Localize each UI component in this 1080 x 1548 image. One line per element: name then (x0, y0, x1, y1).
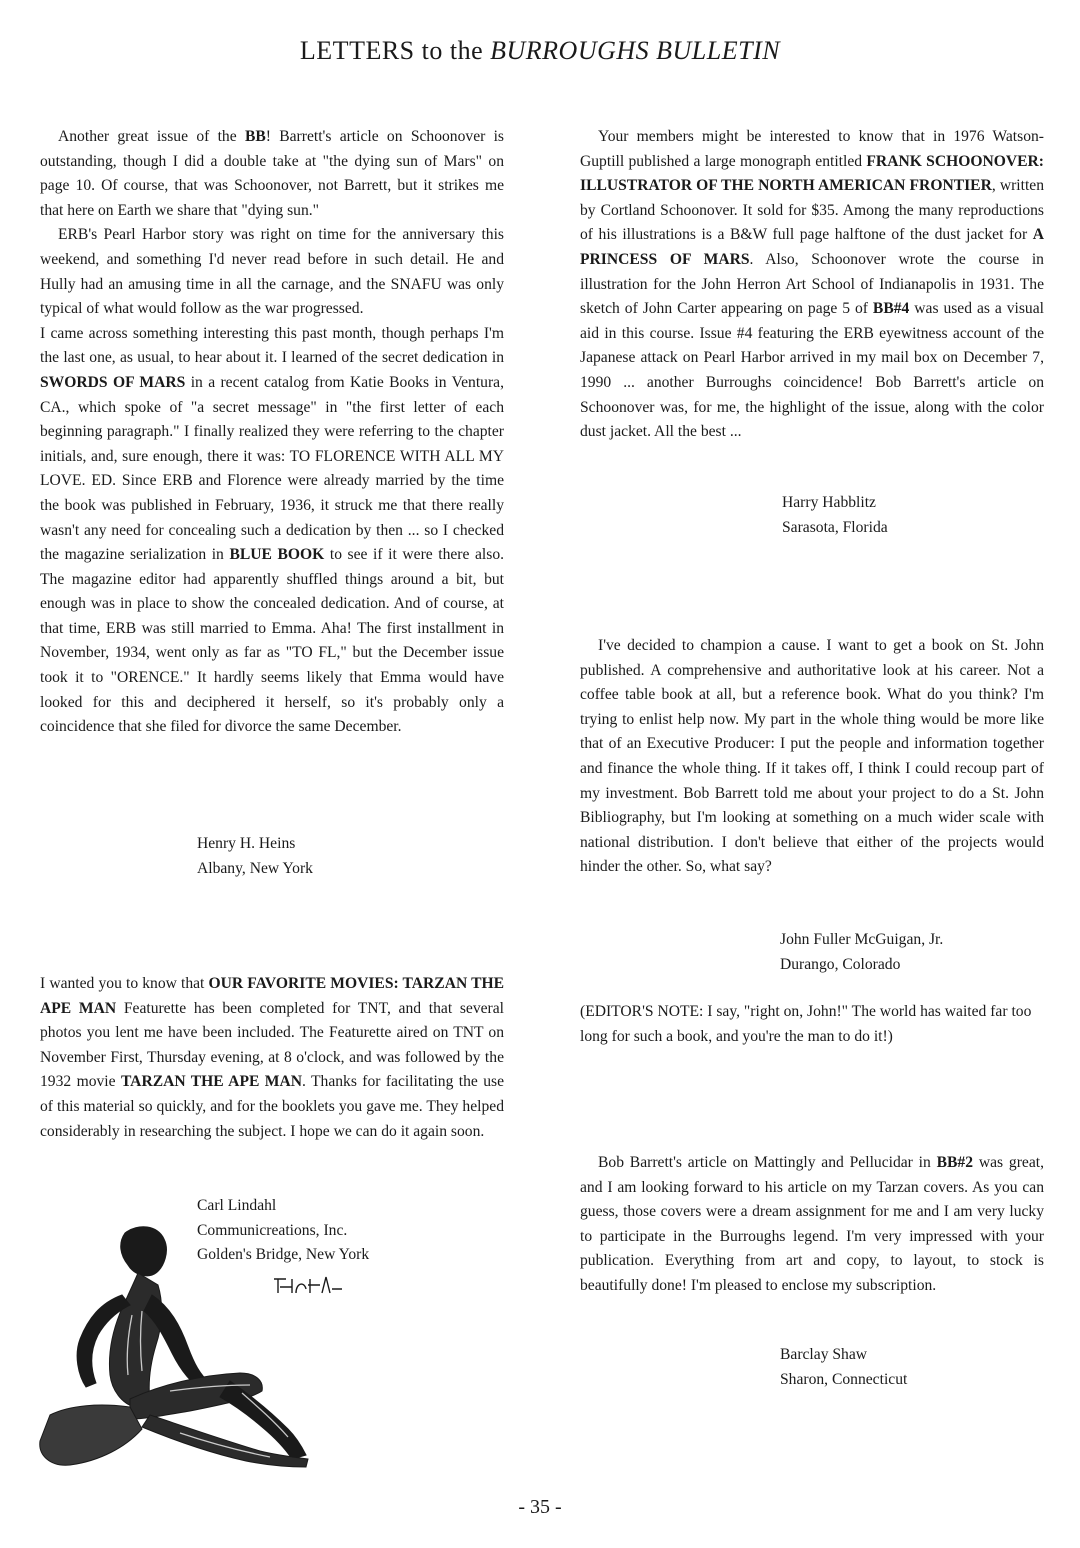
letter-paragraph: Your members might be interested to know that in 1976 Watson-Guptill published a large monograph entitled FRANK SCHOONOVER: ILLUSTRATOR OF THE NORTH AMERICAN FRONTIER, written by Cortland Schoonover. It sold for $35. Among the many reproductions of his illustrations is a B&W full page halftone of the dust jacket for A PRINCESS OF MARS. Also, Schoonover wrote the course in illustration for the John Herron Art School of Indianapolis in 1931. The sketch of John Carter appearing on page 5 of BB#4 was used as a visual aid in this course. Issue #4 featuring the ERB eyewitness account of the Japanese attack on Pearl Harbor arrived in my mail box on December 7, 1990 ... another Burroughs coincidence! Bob Barrett's article on Schoonover was, for me, the highlight of the issue, along with the color dust jacket. All the best ... (580, 128, 1045, 441)
tarzan-illustration (30, 1215, 370, 1475)
signature-location: Albany, New York (197, 859, 313, 877)
signature-company: Communicreations, Inc. (197, 1221, 348, 1239)
signature-location: Sarasota, Florida (782, 518, 888, 536)
page-number: - 35 - (518, 1496, 562, 1518)
title-prefix: LETTERS to the (299, 36, 484, 65)
letter-mcguigan (580, 634, 1044, 880)
signature-shaw (780, 1343, 907, 1392)
letter-paragraph: I came across something interesting this past month, though perhaps I'm the last one, as usual, to hear about it. I learned of the secret dedication in SWORDS OF MARS in a recent catalog from Katie Books in Ventura, CA., which spoke of "a secret message" in "the first letter of each beginning paragraph." I finally realized they were referring to the chapter initials, and, sure enough, there it was: TO FLORENCE WITH ALL MY LOVE. ED. Since ERB and Florence were already married by the time the book was published in February, 1936, it struck me that there really wasn't any need for concealing such a dedication by then ... so I checked the magazine serialization in BLUE BOOK to see if it were there also. The magazine editor had apparently shuffled things around a bit, but enough was in place to show the concealed dedication. And of course, at that time, ERB was still married to Emma. Aha! The first installment in November, 1934, went only as far as "TO FL," but the December issue took it to "ORENCE." It hardly seems likely that Emma would have looked for this and deciphered it herself, so it's probably only a coincidence that she filed for divorce the same December. (40, 324, 505, 736)
signature-location: Golden's Bridge, New York (197, 1246, 370, 1264)
editor-note: (EDITOR'S NOTE: I say, "right on, John!" The world has waited far too long for such a book, and you're the man to do it!) (580, 1003, 1032, 1045)
letter-lindahl (40, 972, 504, 1144)
signature-location: Durango, Colorado (780, 955, 901, 973)
letter-shaw (580, 1151, 1044, 1299)
letter-habblitz (580, 125, 1044, 445)
signature-location: Sharon, Connecticut (780, 1370, 908, 1388)
letter-heins (40, 125, 504, 740)
signature-habblitz (782, 491, 888, 540)
signature-name: Carl Lindahl (197, 1197, 277, 1214)
signature-name: John Fuller McGuigan, Jr. (780, 931, 944, 948)
letter-paragraph: ERB's Pearl Harbor story was right on time for the anniversary this weekend, and something I'd never read before in such detail. He and Hully had an amusing time in all the carnage, and the SNAFU was only typical of what would follow as the war progressed. (40, 226, 504, 318)
letter-paragraph: Another great issue of the BB! Barrett's article on Schoonover is outstanding, though I did a double take at "the dying sun of Mars" on page 10. Of course, that was Schoonover, not Barrett, but it strikes me that here on Earth we share that "dying sun." (40, 128, 504, 219)
signature-name: Barclay Shaw (780, 1346, 868, 1363)
artist-signature (274, 1277, 342, 1293)
title-italic: BURROUGHS BULLETIN (490, 36, 781, 65)
page-title (0, 36, 1080, 66)
signature-name: Harry Habblitz (782, 494, 876, 511)
letter-paragraph: Bob Barrett's article on Mattingly and Pellucidar in BB#2 was great, and I am looking forward to his article on my Tarzan covers. As you can guess, those covers were a dream assignment for me and I am very lucky to participate in the Burroughs legend. I'm very impressed with your publication. Everything from art and copy, to layout, to stock is beautifully done! I'm pleased to enclose my subscription. (580, 1154, 1044, 1294)
signature-name: Henry H. Heins (197, 835, 296, 852)
signature-mcguigan (780, 928, 943, 977)
letter-paragraph: I've decided to champion a cause. I want to get a book on St. John published. A comprehensive and authoritative look at his career. Not a coffee table book at all, but a reference book. What do you think? I'm trying to enlist help now. My part in the whole thing would be more like that of an Executive Producer: I put the people and information together and finance the whole thing. If it takes off, I think I could recoup part of my investment. Bob Barrett told me about your project to do a St. John Bibliography, but I'm looking at something on a much wider scale with national distribution. I don't believe that either of the projects would hinder the other. So, what say? (580, 637, 1044, 876)
letter-paragraph: I wanted you to know that OUR FAVORITE MOVIES: TARZAN THE APE MAN Featurette has been completed for TNT, and that several photos you lent me have been included. The Featurette aired on TNT on November First, Thursday evening, at 8 o'clock, and was followed by the 1932 movie TARZAN THE APE MAN. Thanks for facilitating the use of this material so quickly, and for the booklets you gave me. They helped considerably in researching the subject. I hope we can do it again soon. (40, 975, 505, 1140)
signature-heins (197, 832, 313, 881)
